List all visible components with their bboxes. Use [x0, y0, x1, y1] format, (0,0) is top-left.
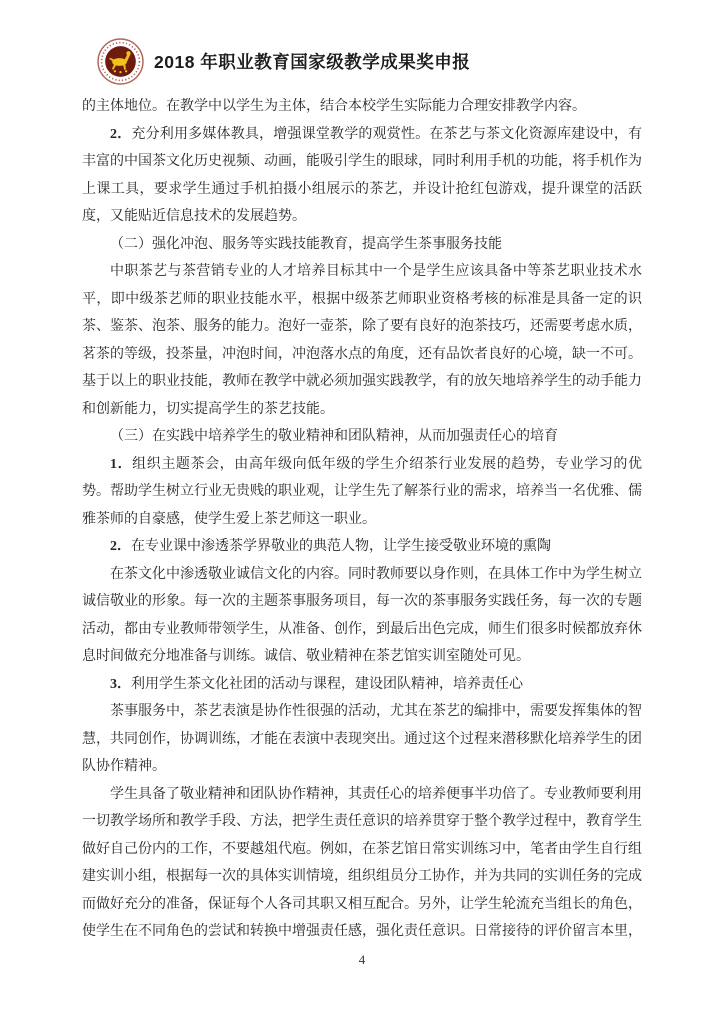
paragraph-item-2b: 2．在专业课中渗透茶学界敬业的典范人物，让学生接受敬业环境的熏陶 — [110, 539, 551, 554]
school-emblem-icon — [97, 38, 144, 85]
page-footer — [0, 951, 724, 969]
paragraph: 学生具备了敬业精神和团队协作精神，其责任心的培养便事半功倍了。专业教师要利用一切教学场所和教学手段、方法，把学生责任意识的培养贯穿于整个教学过程中，教育学生做好自己份内的工作，不要越俎代庖。例如，在茶艺馆日常实训练习中，笔者由学生自行组建实训小组，根据每一次的具体实训情境，组织组员分工协作，并为共同的实训任务的完成而做好充分的准备，保证每个人各司其职又相互配合。另外，让学生轮流充当组长的角色，使学生在不同角色的尝试和转换中增强责任感，强化责任意识。日常接待的评价留言本里， — [82, 786, 642, 939]
section-heading-3: （三）在实践中培养学生的敬业精神和团队精神，从而加强责任心的培育 — [110, 429, 558, 444]
page-header — [97, 38, 470, 85]
document-body — [82, 93, 642, 946]
paragraph-continuation: 的主体地位。在教学中以学生为主体，结合本校学生实际能力合理安排教学内容。 — [82, 99, 586, 114]
paragraph-item-3: 3．利用学生茶文化社团的活动与课程，建设团队精神，培养责任心 — [110, 676, 523, 692]
paragraph: 茶事服务中，茶艺表演是协作性很强的活动，尤其在茶艺的编排中，需要发挥集体的智慧，共同创作，协调训练，才能在表演中表现突出。通过这个过程来潜移默化培养学生的团队协作精神。 — [82, 704, 642, 774]
page-number: 4 — [358, 952, 366, 967]
section-heading-2: （二）强化冲泡、服务等实践技能教育，提高学生茶事服务技能 — [110, 236, 502, 252]
paragraph-item-2: 2．充分利用多媒体教具，增强课堂教学的观赏性。在茶艺与茶文化资源库建设中，有丰富的中国茶文化历史视频、动画，能吸引学生的眼球，同时利用手机的功能，将手机作为上课工具，要求学生通过手机拍摄小组展示的茶艺，并设计抢红包游戏，提升课堂的活跃度，又能贴近信息技术的发展趋势。 — [82, 126, 643, 224]
paragraph-item-1: 1．组织主题茶会，由高年级向低年级的学生介绍茶行业发展的趋势，专业学习的优势。帮助学生树立行业无贵贱的职业观，让学生先了解茶行业的需求，培养当一名优雅、儒雅茶师的自豪感，使学生爱上茶艺师这一职业。 — [82, 456, 643, 527]
document-title: 2018 年职业教育国家级教学成果奖申报 — [154, 52, 471, 72]
paragraph: 在茶文化中渗透敬业诚信文化的内容。同时教师要以身作则，在具体工作中为学生树立诚信敬业的形象。每一次的主题茶事服务项目，每一次的茶事服务实践任务，每一次的专题活动，都由专业教师带领学生，从准备、创作，到最后出色完成，师生们很多时候都放弃休息时间做充分地准备与训练。诚信、敬业精神在茶艺馆实训室随处可见。 — [82, 566, 642, 664]
paragraph: 中职茶艺与茶营销专业的人才培养目标其中一个是学生应该具备中等茶艺职业技术水平，即中级茶艺师的职业技能水平，根据中级茶艺师职业资格考核的标准是具备一定的识茶、鉴茶、泡茶、服务的能力。泡好一壶茶，除了要有良好的泡茶技巧，还需要考虑水质，茗茶的等级，投茶量，冲泡时间，冲泡落水点的角度，还有品饮者良好的心境，缺一不可。基于以上的职业技能，教师在教学中就必须加强实践教学，有的放矢地培养学生的动手能力和创新能力，切实提高学生的茶艺技能。 — [82, 264, 642, 417]
